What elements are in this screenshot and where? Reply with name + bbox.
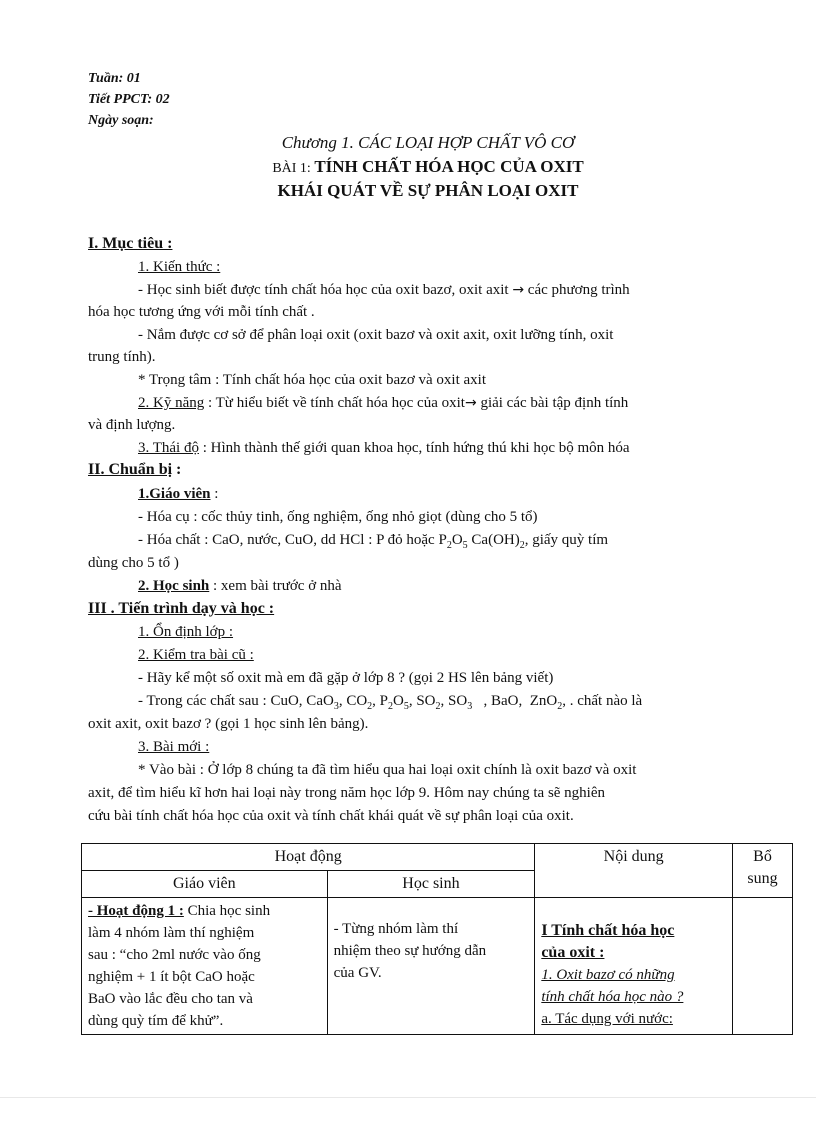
q2-part: , SO: [440, 693, 468, 709]
attitude-line: [138, 437, 630, 459]
q2-part: , . chất nào là: [562, 693, 643, 709]
content-item-a: a. Tác dụng với nước:: [541, 1011, 673, 1027]
q2-sub: 2: [367, 701, 373, 712]
spacer: [541, 900, 726, 920]
q2-part: O: [393, 693, 404, 709]
knowledge-item-1: [138, 279, 630, 301]
q2-sub: 2: [388, 701, 393, 712]
knowledge-item-1-tail: các phương trình: [524, 282, 630, 298]
preparation-colon: :: [172, 461, 182, 478]
chem-part-a: - Hóa chất : CaO, nước, CuO, dd HCl : P đỏ hoặc P: [138, 532, 447, 548]
chemicals-text: [138, 529, 608, 557]
chem-part-b: O: [451, 532, 463, 548]
student-cell: [327, 898, 535, 1035]
table-row: [82, 898, 793, 1035]
q2-sub: 5: [403, 701, 409, 712]
preparation-title: II. Chuẩn bị: [88, 461, 173, 478]
q2-sub: 2: [557, 701, 563, 712]
date-label: Ngày soạn:: [88, 113, 154, 128]
header-content: Nội dung: [535, 844, 733, 898]
extra-cell: [733, 898, 793, 1035]
question-2-cont: oxit axit, oxit bazơ ? (gọi 1 học sinh lên bảng).: [88, 716, 369, 732]
header-activity: Hoạt động: [82, 844, 535, 871]
chapter-title: Chương 1. CÁC LOẠI HỢP CHẤT VÔ CƠ: [281, 133, 575, 152]
knowledge-item-2: - Nắm được cơ sở để phân loại oxit (oxit bazơ và oxit axit, oxit lưỡng tính, oxit: [138, 327, 614, 343]
student-cell-line: nhiệm theo sự hướng dẫn: [333, 943, 487, 959]
lesson-name: TÍNH CHẤT HÓA HỌC CỦA OXIT: [314, 157, 584, 176]
content-cell: [535, 898, 733, 1035]
student-prep-text: : xem bài trước ở nhà: [209, 578, 342, 594]
objectives-heading: I. Mục tiêu :: [88, 235, 173, 252]
step-3: 3. Bài mới :: [138, 739, 210, 755]
knowledge-item-1-cont: hóa học tương ứng với mỗi tính chất .: [88, 304, 315, 320]
arrow-icon: →: [512, 282, 525, 298]
q2-part: , P: [372, 693, 388, 709]
activity-1-label: - Hoạt động 1 :: [88, 903, 184, 919]
chem-sub-2: 5: [462, 540, 468, 551]
spacer: [334, 900, 529, 918]
q2-part: , BaO, ZnO: [472, 693, 558, 709]
skills-cont: và định lượng.: [88, 417, 176, 433]
chem-sub-1: 2: [446, 540, 452, 551]
knowledge-heading: 1. Kiến thức :: [138, 259, 221, 275]
step-2: 2. Kiểm tra bài cũ :: [138, 647, 254, 663]
content-subheading: 1. Oxit bazơ có những: [541, 967, 675, 983]
chemicals-cont: dùng cho 5 tổ ): [88, 555, 179, 571]
attitude-text: : Hình thành thế giới quan khoa học, tính hứng thú khi học bộ môn hóa: [198, 440, 630, 456]
chem-sub-3: 2: [519, 540, 525, 551]
week-label: Tuần: 01: [88, 71, 141, 86]
preparation-heading: [88, 459, 181, 481]
content-heading-cont: của oxit :: [541, 944, 605, 961]
knowledge-item-1-text: - Học sinh biết được tính chất hóa học của oxit bazơ, oxit axit: [138, 282, 513, 298]
table-header-row: [82, 844, 793, 871]
q2-part: , SO: [408, 693, 436, 709]
teacher-cell-line: [88, 900, 321, 922]
header-teacher: Giáo viên: [82, 871, 328, 898]
student-prep-label: 2. Học sinh: [138, 578, 210, 594]
teacher-cell-line: BaO vào lắc đều cho tan và: [88, 991, 253, 1007]
activity-table: [81, 843, 793, 1035]
teacher-prep-label: 1.Giáo viên: [138, 486, 211, 502]
teacher-cell-line: sau : “cho 2ml nước vào ống: [88, 947, 261, 963]
q2-sub: 3: [467, 701, 473, 712]
content-subheading-cont: tính chất hóa học nào ?: [541, 989, 684, 1005]
step-1: 1. Ổn định lớp :: [138, 624, 234, 640]
teacher-cell: [82, 898, 328, 1035]
skills-text-tail: giải các bài tập định tính: [476, 395, 629, 411]
lesson-title: [0, 157, 816, 177]
student-cell-line: - Từng nhóm làm thí: [333, 921, 459, 937]
header-student: Học sinh: [327, 871, 535, 898]
q2-sub: 3: [333, 701, 339, 712]
question-1: - Hãy kể một số oxit mà em đã gặp ở lớp 8 ? (gọi 2 HS lên bảng viết): [138, 670, 554, 686]
content-heading: I Tính chất hóa học: [541, 922, 675, 939]
tools-text: - Hóa cụ : cốc thủy tinh, ống nghiệm, ống nhỏ giọt (dùng cho 5 tổ): [138, 509, 538, 525]
arrow-icon: →: [464, 395, 477, 411]
teacher-prep-heading: [138, 483, 218, 505]
attitude-label: 3. Thái độ: [138, 440, 199, 456]
student-prep-line: [138, 575, 342, 597]
chem-part-c: Ca(OH): [467, 532, 520, 548]
teacher-cell-line: nghiệm + 1 ít bột CaO hoặc: [88, 969, 255, 985]
skills-text: : Từ hiểu biết về tính chất hóa học của oxit: [204, 395, 465, 411]
q2-part: , CO: [338, 693, 368, 709]
lesson-subtitle: KHÁI QUÁT VỀ SỰ PHÂN LOẠI OXIT: [277, 181, 579, 200]
q2-sub: 2: [435, 701, 441, 712]
process-heading: III . Tiến trình dạy và học :: [88, 600, 275, 617]
focus-text: * Trọng tâm : Tính chất hóa học của oxit bazơ và oxit axit: [138, 372, 487, 388]
header-extra-line-2: sung: [747, 870, 778, 887]
skills-line: [138, 392, 628, 414]
header-extra: [733, 844, 793, 898]
lesson-prefix: BÀI 1:: [272, 161, 315, 176]
teacher-cell-line: làm 4 nhóm làm thí nghiệm: [88, 925, 255, 941]
activity-1-text: Chia học sinh: [183, 903, 271, 919]
intro-line-3: cứu bài tính chất hóa học của oxit và tính chất khái quát về sự phân loại của oxit.: [88, 808, 574, 824]
teacher-prep-colon: :: [210, 486, 219, 502]
intro-line-1: * Vào bài : Ở lớp 8 chúng ta đã tìm hiểu qua hai loại oxit chính là oxit bazơ và oxit: [138, 762, 637, 778]
knowledge-item-2-cont: trung tính).: [88, 349, 156, 365]
header-extra-line-1: Bổ: [753, 848, 772, 865]
period-label: Tiết PPCT: 02: [88, 92, 170, 107]
q2-part: - Trong các chất sau : CuO, CaO: [138, 693, 334, 709]
page-bottom-divider: [0, 1097, 816, 1098]
skills-label: 2. Kỹ năng: [138, 395, 205, 411]
student-cell-line: của GV.: [333, 965, 382, 981]
teacher-cell-line: dùng quỳ tím để khử”.: [88, 1013, 224, 1029]
intro-line-2: axit, để tìm hiểu kĩ hơn hai loại này trong năm học lớp 9. Hôm nay chúng ta sẽ nghiên: [88, 785, 606, 801]
chem-part-d: , giấy quỳ tím: [524, 532, 609, 548]
